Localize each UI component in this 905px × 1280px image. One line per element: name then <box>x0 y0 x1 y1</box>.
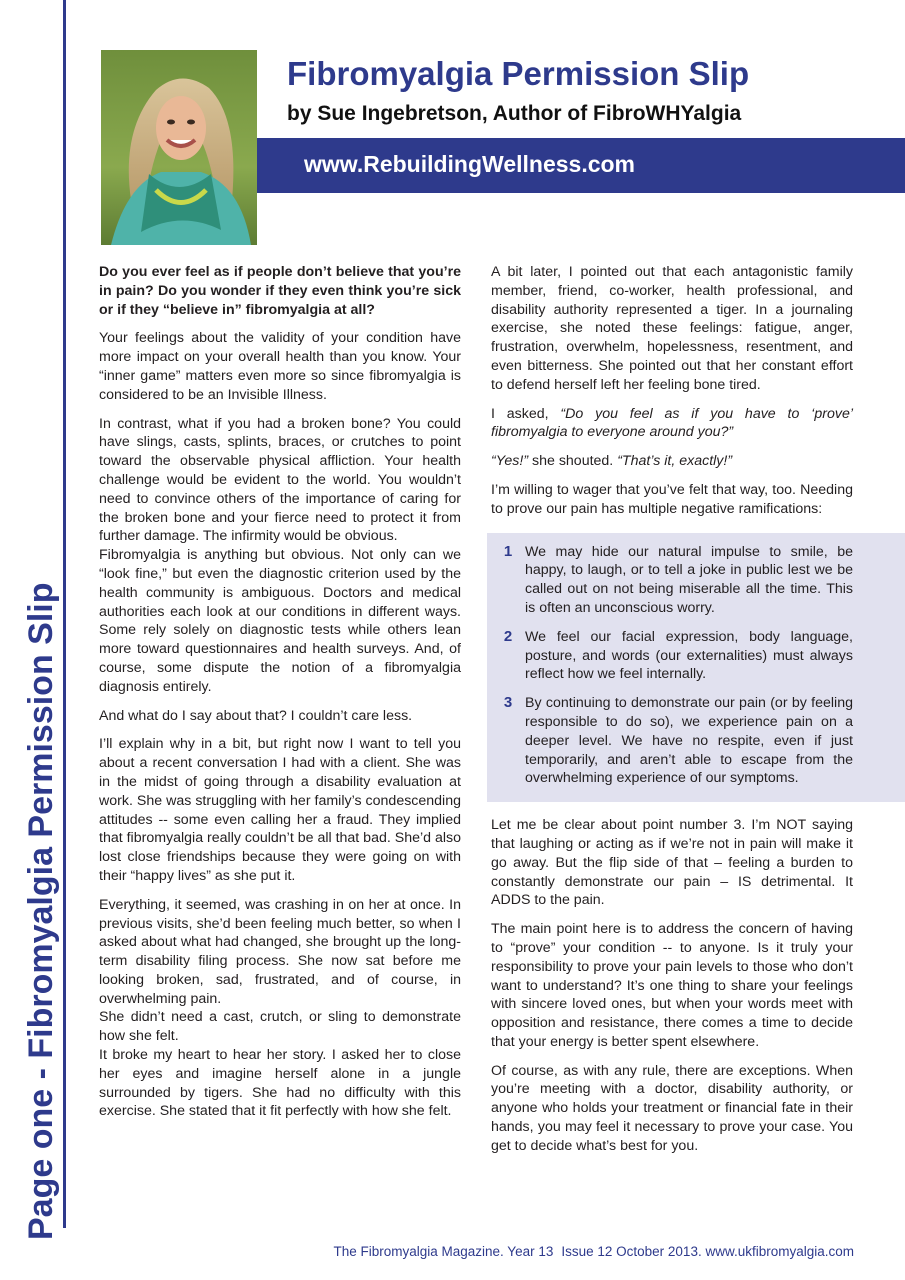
quote: “Yes!” <box>491 453 529 470</box>
paragraph <box>491 452 853 471</box>
paragraph <box>491 405 853 443</box>
paragraph-text: she shouted. <box>528 453 618 470</box>
paragraph: It broke my heart to hear her story. I asked her to close her eyes and imagine herself alone in a jungle surrounded by tigers. She had no difficulty with this exercise. She stated that it fit perfectly with how she felt. <box>99 1047 461 1120</box>
footer <box>333 1244 854 1259</box>
numbered-list <box>491 543 853 789</box>
paragraph-text: I asked, <box>491 405 561 422</box>
paragraph: And what do I say about that? I couldn’t care less. <box>99 707 413 724</box>
list-number: 1 <box>503 542 513 560</box>
paragraph: I’ll explain why in a bit, but right now I want to tell you about a recent conversation I had with a client. She was in the midst of going through a disability evaluation at work. She was struggling with her family’s condescending attitudes -- some even calling her a fraud. They implied that fibromyalgia really couldn’t be all that bad. She’d also lost close friendships because they were going on with their “happy lives” as she put it. <box>99 736 461 884</box>
list-item <box>491 694 853 788</box>
footer-issue: Issue 12 October 2013. www.ukfibromyalgia.com <box>561 1244 854 1259</box>
paragraph: Fibromyalgia is anything but obvious. Not only can we “look fine,” but even the diagnostic criterion used by the health community is ambiguous. Doctors and medical authorities each look at our conditions in different ways. Some rely solely on diagnostic tests while others lean more toward questionnaires and health surveys. And, of course, some dispute the notion of a fibromyalgia diagnosis entirely. <box>99 547 461 695</box>
website-banner <box>257 138 905 193</box>
list-item <box>491 628 853 684</box>
paragraph: Your feelings about the validity of your condition have more impact on your overall health than you know. Your “inner game” matters even more so since fibromyalgia is considered to be an Invisible Illness. <box>99 330 461 403</box>
paragraph: She didn’t need a cast, crutch, or sling to demonstrate how she felt. <box>99 1009 461 1045</box>
paragraph: A bit later, I pointed out that each antagonistic family member, friend, co-worker, health professional, and disability authority represented a tiger. In a journaling exercise, she noted these feelings: fatigue, anger, frustration, overwhelm, hopelessness, resentment, and even bitterness. She pointed out that her constant effort to defend herself left her feeling bone tired. <box>491 264 853 393</box>
side-title: Page one - Fibromyalgia Permission Slip <box>22 582 60 1240</box>
paragraph: I’m willing to wager that you’ve felt that way, too. Needing to prove our pain has multiple negative ramifications: <box>491 481 853 517</box>
column-right <box>491 263 853 1166</box>
list-number: 2 <box>503 627 513 645</box>
vertical-rule <box>63 0 66 1228</box>
highlight-box <box>487 533 905 803</box>
list-item-text: We may hide our natural impulse to smile, be happy, to laugh, or to tell a joke in public lest we be called out on not being miserable all the time. This is often an unconscious worry. <box>525 543 853 616</box>
list-item-text: By continuing to demonstrate our pain (or by feeling responsible to do so), we experience pain on a deeper level. We have no respite, even if just temporarily, and aren’t able to escape from the overwhelming experience of our symptoms. <box>525 695 853 787</box>
byline: by Sue Ingebretson, Author of FibroWHYalgia <box>287 102 742 125</box>
footer-magazine: The Fibromyalgia Magazine. Year 13 <box>333 1244 554 1259</box>
lead-paragraph: Do you ever feel as if people don’t believe that you’re in pain? Do you wonder if they even think you’re sick or if they “believe in” fibromyalgia at all? <box>99 264 461 318</box>
list-item-text: We feel our facial expression, body language, posture, and words (our externalities) must always reflect how we feel internally. <box>525 628 853 683</box>
column-left <box>99 263 461 1131</box>
paragraph: In contrast, what if you had a broken bone? You could have slings, casts, splints, braces, or crutches to point toward the observable physical affliction. Your health challenge would be evident to the world. You wouldn’t need to convince others of the importance of caring for the broken bone and your fierce need to protect it from further damage. The infirmity would be obvious. <box>99 415 461 545</box>
paragraph: Let me be clear about point number 3. I’m NOT saying that laughing or acting as if we’re not in pain will make it go away. But the flip side of that – feeling a burden to constantly demonstrate our pain – IS detrimental. It ADDS to the pain. <box>491 817 853 909</box>
paragraph: The main point here is to address the concern of having to “prove” your condition -- to anyone. Is it truly your responsibility to prove your pain levels to those who don’t want to understand? It’s one thing to share your feelings with sincere loved ones, but when your words meet with opposition and resistance, there comes a time to decide that your energy is better spent elsewhere. <box>491 921 853 1050</box>
quote: “Do you feel as if you have to ‘prove’ fibromyalgia to everyone around you?” <box>491 405 853 441</box>
paragraph: Everything, it seemed, was crashing in on her at once. In previous visits, she’d been feeling much better, so when I asked about what had changed, she brought up the long-term disability filing process. She now sat before me looking broken, sad, frustrated, and of course, in overwhelming pain. <box>99 896 461 1007</box>
list-number: 3 <box>503 694 513 712</box>
author-photo <box>101 50 257 245</box>
list-item <box>491 543 853 618</box>
website-link[interactable]: www.RebuildingWellness.com <box>304 151 635 177</box>
quote: “That’s it, exactly!” <box>617 453 733 470</box>
paragraph: Of course, as with any rule, there are exceptions. When you’re meeting with a doctor, disability authority, or anyone who holds your treatment or financial fate in their hands, you may feel it necessary to prove your case. You get to decide what’s best for you. <box>491 1062 853 1154</box>
page-title: Fibromyalgia Permission Slip <box>287 55 750 92</box>
